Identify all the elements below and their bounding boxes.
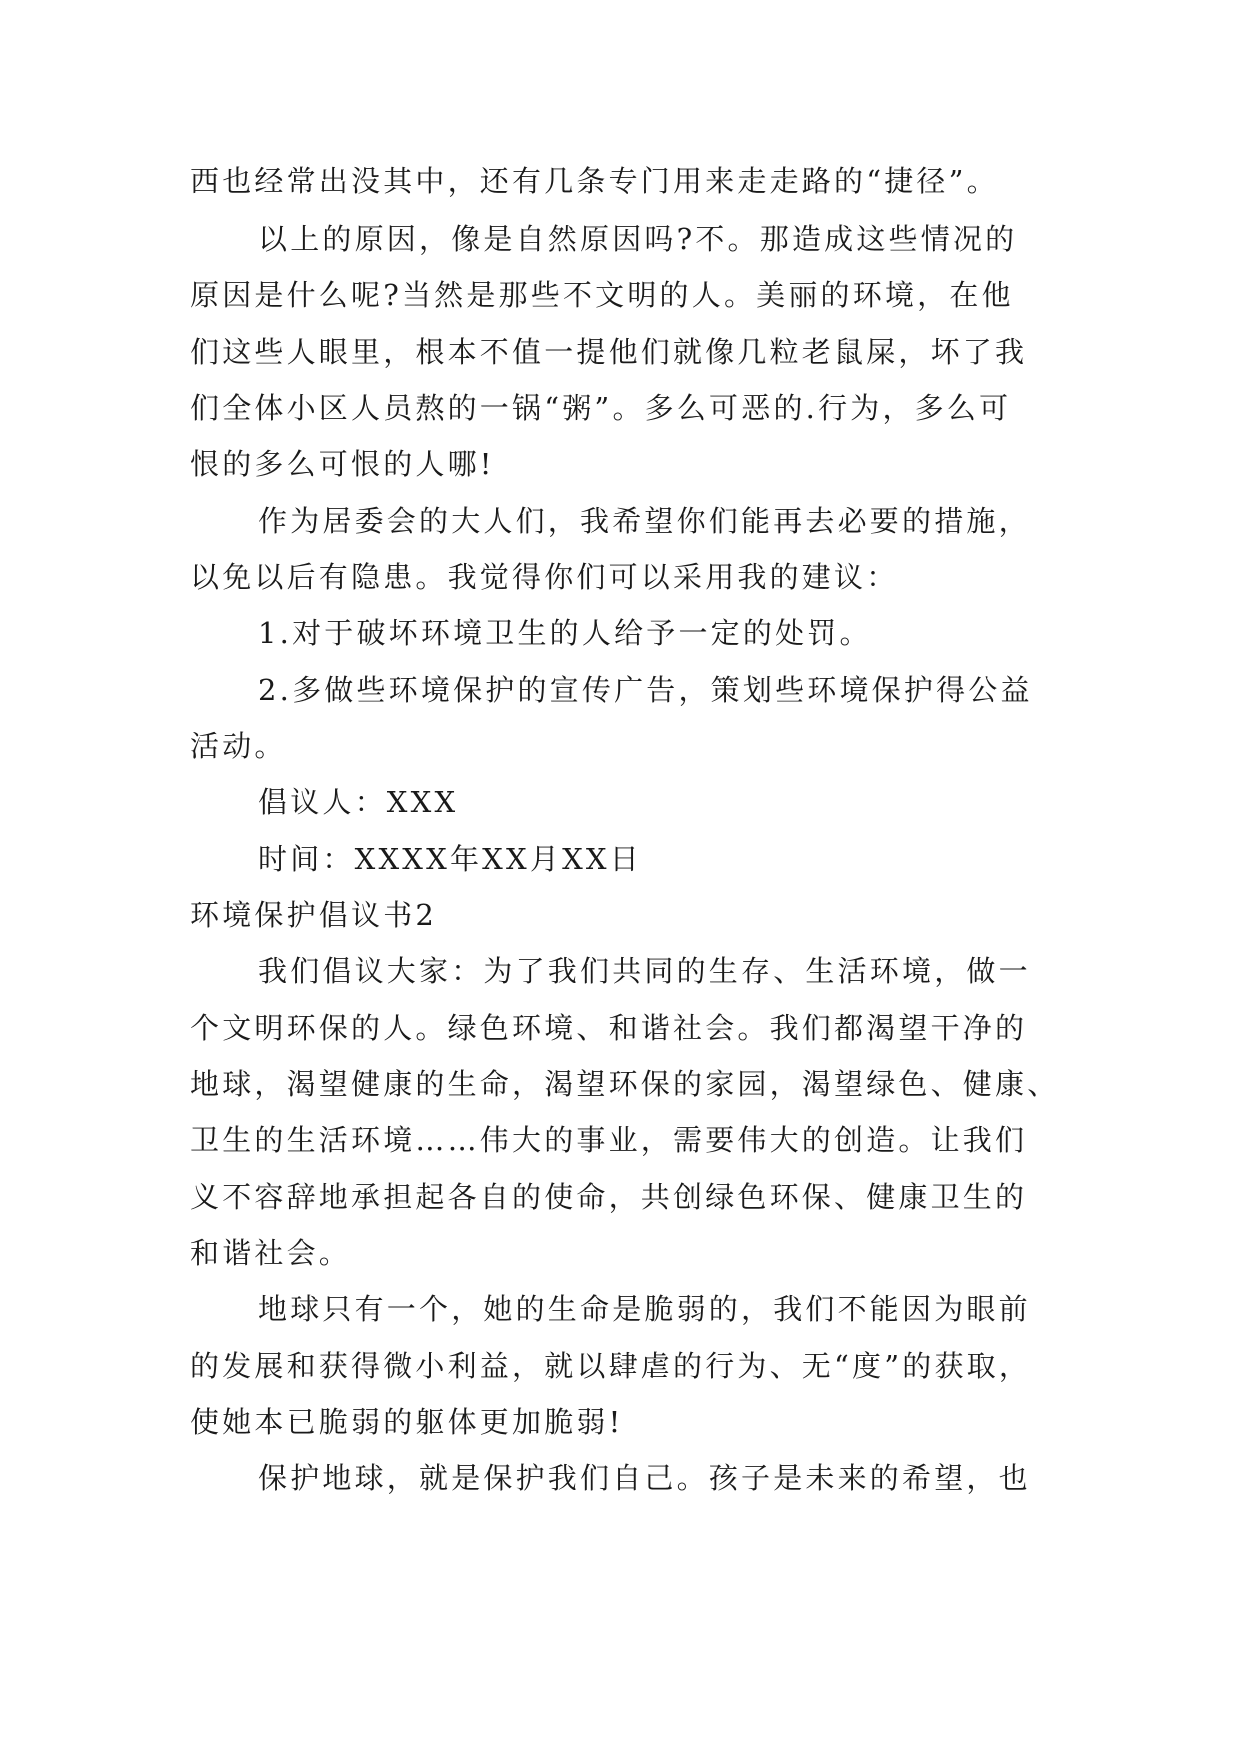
text-line: 义不容辞地承担起各自的使命，共创绿色环保、健康卫生的 — [190, 1180, 1028, 1214]
text-line: 地球只有一个，她的生命是脆弱的，我们不能因为眼前 — [258, 1292, 1031, 1326]
signature-line: 倡议人：XXX — [258, 785, 459, 819]
text-line: 地球，渴望健康的生命，渴望环保的家园，渴望绿色、健康、 — [190, 1067, 1060, 1101]
text-line: 恨的多么可恨的人哪! — [190, 447, 495, 481]
text-line: 卫生的生活环境……伟大的事业，需要伟大的创造。让我们 — [190, 1123, 1028, 1157]
text-line: 和谐社会。 — [190, 1236, 352, 1270]
text-line: 使她本已脆弱的躯体更加脆弱! — [190, 1405, 624, 1439]
text-line: 保护地球，就是保护我们自己。孩子是未来的希望，也 — [258, 1461, 1031, 1495]
text-line: 以免以后有隐患。我觉得你们可以采用我的建议： — [190, 560, 899, 594]
text-line: 的发展和获得微小利益，就以肆虐的行为、无“度”的获取， — [190, 1349, 1032, 1383]
text-line: 们全体小区人员熬的一锅“粥”。多么可恶的.行为，多么可 — [190, 391, 1012, 425]
text-line: 1.对于破坏环境卫生的人给予一定的处罚。 — [258, 616, 872, 650]
text-line: 我们倡议大家：为了我们共同的生存、生活环境，做一 — [258, 954, 1031, 988]
date-line: 时间：XXXX年XX月XX日 — [258, 842, 642, 876]
text-line: 以上的原因，像是自然原因吗?不。那造成这些情况的 — [258, 222, 1018, 256]
text-line: 们这些人眼里，根本不值一提他们就像几粒老鼠屎，坏了我 — [190, 335, 1028, 369]
text-line: 个文明环保的人。绿色环境、和谐社会。我们都渴望干净的 — [190, 1011, 1028, 1045]
text-line: 活动。 — [190, 729, 287, 763]
section-heading: 环境保护倡议书2 — [190, 898, 438, 932]
text-line: 2.多做些环境保护的宣传广告，策划些环境保护得公益 — [258, 673, 1033, 707]
text-line: 作为居委会的大人们，我希望你们能再去必要的措施， — [258, 504, 1031, 538]
text-line: 西也经常出没其中，还有几条专门用来走走路的“捷径”。 — [190, 164, 999, 198]
text-line: 原因是什么呢?当然是那些不文明的人。美丽的环境，在他 — [190, 278, 1014, 312]
